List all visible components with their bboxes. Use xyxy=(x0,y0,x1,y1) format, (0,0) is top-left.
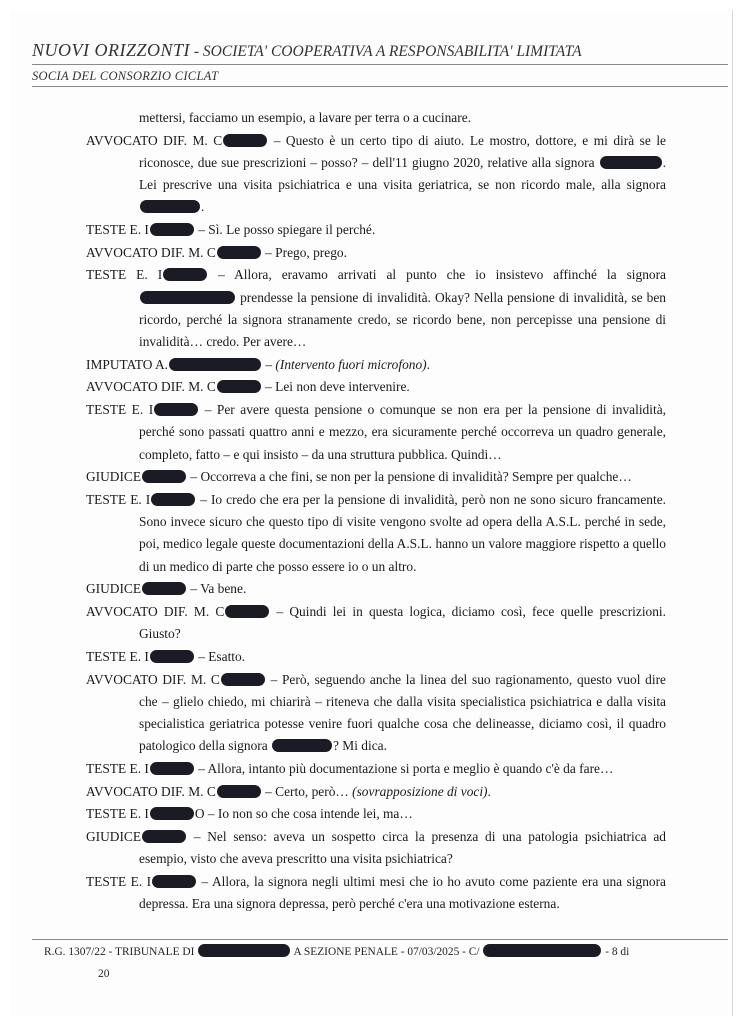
document-page xyxy=(10,10,733,1016)
org-description: - SOCIETA' COOPERATIVA A RESPONSABILITA' LIMITATA xyxy=(190,43,582,60)
redaction-mark xyxy=(272,739,332,752)
speaker-label: TESTE E. I xyxy=(86,648,149,664)
utterance-text: – Lei non deve intervenire. xyxy=(261,379,410,395)
transcript-body xyxy=(86,107,666,916)
speaker-label: GIUDICE xyxy=(86,469,142,485)
utterance-text: – Però, seguendo anche la linea del suo ragionamento, questo vuol dire che – glielo chiedo, mi chiarirà – riteneva che dalla visita specialistica psichiatrica e dalla visita specialistica geriatrica potesse venire fuori qualche cosa che delineasse, diciamo così, il quadro patologico della signora xyxy=(139,671,666,754)
utterance-text: – Allora, la signora negli ultimi mesi che io ho avuto come paziente era una signora depressa. Era una signora depressa, però perché c'era una motivazione esterna. xyxy=(139,873,666,912)
utterance-text: – Sì. Le posso spiegare il perché. xyxy=(194,222,376,238)
speaker-label: TESTE E. I xyxy=(86,491,151,507)
redaction-mark xyxy=(140,200,200,213)
utterance-text: – Io credo che era per la pensione di invalidità, però non ne sono sicuro francamente. Sono invece sicuro che questo tipo di visite vengono svolte ad opera della A.S.L. perché in sede, poi, medico legale queste documentazioni della A.S.L. hanno un valore maggiore rispetto a quello di un medico di parte che posso essere io o un altro. xyxy=(139,491,666,574)
transcript-paragraph xyxy=(86,242,666,264)
transcript-paragraph xyxy=(86,826,666,870)
redaction-mark xyxy=(169,358,261,371)
header-rule-2 xyxy=(32,86,728,87)
speaker-label: AVVOCATO DIF. M. C xyxy=(86,671,220,687)
speaker-label: TESTE E. I xyxy=(86,873,152,889)
redaction-mark xyxy=(163,268,207,281)
redaction-mark xyxy=(140,291,235,304)
utterance-text: prendesse la pensione di invalidità. Okay? Nella pensione di invalidità, se ben ricordo, perché la signora stranamente credo, se ricordo bene, non percepisse una pensione di invalidità… credo. Per avere… xyxy=(139,289,666,350)
utterance-text: – Quindi lei in questa logica, diciamo così, fece quelle prescrizioni. Giusto? xyxy=(139,603,666,642)
transcript-paragraph xyxy=(86,578,666,600)
redaction-mark xyxy=(152,875,196,888)
transcript-paragraph xyxy=(86,354,666,376)
redaction-mark xyxy=(223,134,267,147)
utterance-text: – Nel senso: aveva un sospetto circa la presenza di una patologia psichiatrica ad esempio, visto che aveva prescritto una visita psichiatrica? xyxy=(139,829,666,867)
speaker-label: GIUDICE xyxy=(86,581,142,597)
speaker-label: AVVOCATO DIF. M. C xyxy=(86,783,216,799)
redaction-mark xyxy=(600,156,662,169)
utterance-text: – Allora, intanto più documentazione si porta e meglio è quando c'è da fare… xyxy=(194,760,614,776)
redaction-mark xyxy=(150,650,194,663)
utterance-text: – Certo, però… (sovrapposizione di voci). xyxy=(261,783,491,799)
redaction-mark xyxy=(221,673,265,686)
speaker-label: AVVOCATO DIF. M. C xyxy=(86,603,225,619)
utterance-text: mettersi, facciamo un esempio, a lavare per terra o a cucinare. xyxy=(139,110,471,125)
redaction-mark xyxy=(154,403,198,416)
footer-page-total: 20 xyxy=(98,968,110,980)
transcript-paragraph xyxy=(86,669,666,758)
speaker-label: GIUDICE xyxy=(86,829,142,844)
transcript-paragraph xyxy=(86,758,666,780)
utterance-text: O – Io non so che cosa intende lei, ma… xyxy=(194,806,413,822)
transcript-paragraph xyxy=(86,219,666,241)
transcript-paragraph xyxy=(86,264,666,353)
speaker-label: TESTE E. I xyxy=(86,267,163,283)
org-name: NUOVI ORIZZONTI xyxy=(32,40,191,60)
utterance-text: . Lei prescrive una visita psichiatrica e una visita geriatrica, se non ricordo male, alla signora xyxy=(139,154,666,193)
utterance-text: – Per avere questa pensione o comunque se non era per la pensione di invalidità, perché sono passati quattro anni e mezzo, era sicuramente perché occorreva un quadro generale, completo, fatto – e qui insisto – da una struttura pubblica. Quindi… xyxy=(139,402,666,462)
transcript-paragraph xyxy=(86,781,666,803)
utterance-text: – Esatto. xyxy=(194,648,246,664)
utterance-text: – Va bene. xyxy=(187,581,247,597)
redaction-mark xyxy=(217,380,261,393)
footer-case-number: R.G. 1307/22 - TRIBUNALE DI xyxy=(44,946,195,958)
transcript-paragraph xyxy=(86,130,666,219)
speaker-label: TESTE E. I xyxy=(86,222,149,238)
letterhead xyxy=(32,40,722,87)
consortium-member: SOCIA DEL CONSORZIO CICLAT xyxy=(32,69,219,83)
speaker-label: TESTE E. I xyxy=(86,760,149,776)
speaker-label: AVVOCATO DIF. M. C xyxy=(86,244,216,260)
footer-rule xyxy=(32,939,728,940)
redaction-mark xyxy=(150,807,194,820)
speaker-label: AVVOCATO DIF. M. C xyxy=(86,132,223,148)
transcript-paragraph xyxy=(86,489,666,578)
speaker-label: AVVOCATO DIF. M. C xyxy=(86,379,216,395)
utterance-text: – Prego, prego. xyxy=(261,244,347,260)
transcript-paragraph xyxy=(86,601,666,645)
speaker-label: TESTE E. I xyxy=(86,402,154,418)
redaction-mark xyxy=(483,944,601,957)
redaction-mark xyxy=(151,493,195,506)
redaction-mark xyxy=(198,944,290,957)
redaction-mark xyxy=(142,470,186,483)
redaction-mark xyxy=(217,785,261,798)
utterance-text: – Allora, eravamo arrivati al punto che io insistevo affinché la signora xyxy=(208,267,666,283)
speaker-label: IMPUTATO A. xyxy=(86,356,169,372)
redaction-mark xyxy=(217,246,261,259)
transcript-paragraph xyxy=(86,646,666,668)
footer-page: - 8 di xyxy=(605,946,630,958)
letterhead-title xyxy=(32,40,722,61)
footer-section: A SEZIONE PENALE - 07/03/2025 - C/ xyxy=(293,946,480,958)
transcript-paragraph xyxy=(86,376,666,398)
utterance-text: – Occorreva a che fini, se non per la pensione di invalidità? Sempre per qualche… xyxy=(187,469,632,485)
redaction-mark xyxy=(225,605,269,618)
transcript-paragraph xyxy=(86,107,666,129)
page-footer xyxy=(44,944,694,958)
redaction-mark xyxy=(150,223,194,236)
transcript-paragraph xyxy=(86,871,666,915)
utterance-text: – Questo è un certo tipo di aiuto. Le mostro, dottore, e mi dirà se le riconosce, due sue prescrizioni – posso? – dell'11 giugno 2020, relative alla signora xyxy=(139,132,666,170)
speaker-label: TESTE E. I xyxy=(86,806,149,822)
transcript-paragraph xyxy=(86,399,666,466)
redaction-mark xyxy=(142,582,186,595)
transcript-paragraph xyxy=(86,803,666,825)
redaction-mark xyxy=(150,762,194,775)
transcript-paragraph xyxy=(86,466,666,488)
header-rule xyxy=(32,64,728,65)
utterance-text: . xyxy=(201,199,205,215)
utterance-text: – (Intervento fuori microfono). xyxy=(262,356,430,372)
redaction-mark xyxy=(142,830,186,843)
utterance-text: ? Mi dica. xyxy=(333,738,387,754)
